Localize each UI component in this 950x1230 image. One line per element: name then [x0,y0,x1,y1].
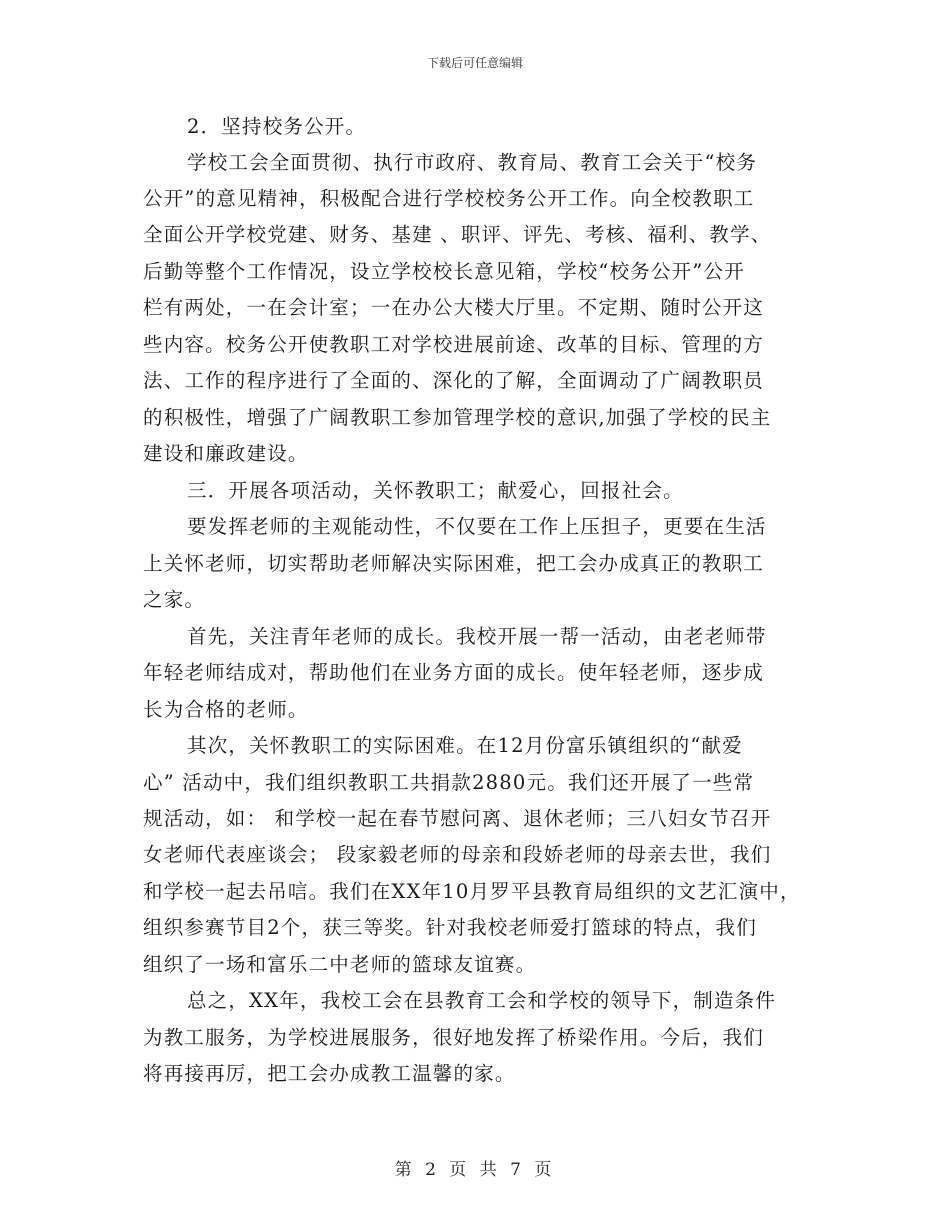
paragraph-line: 女老师代表座谈会； 段家毅老师的母亲和段娇老师的母亲去世，我们 [143,843,772,866]
paragraph-line: 后勤等整个工作情况，设立学校校长意见箱，学校“校务公开”公开 [143,260,745,283]
paragraph-line: 建设和廉政建设。 [143,442,309,465]
paragraph-line: 为教工服务，为学校进展服务，很好地发挥了桥梁作用。今后，我们 [143,1026,765,1049]
section-heading: 2．坚持校务公开。 [187,115,367,138]
paragraph-line: 栏有两处，一在会计室；一在办公大楼大厅里。不定期、随时公开这 [143,296,765,319]
paragraph-line: 长为合格的老师。 [143,698,309,721]
paragraph-line: 上关怀老师，切实帮助老师解决实际困难，把工会办成真正的教职工 [143,552,765,575]
paragraph-line: 其次，关怀教职工的实际困难。在12月份富乐镇组织的“献爱 [187,734,743,757]
paragraph-line: 学校工会全面贯彻、执行市政府、教育局、教育工会关于“校务 [187,151,758,174]
page-header: 下载后可任意编辑 [426,56,523,70]
paragraph-line: 将再接再厉，把工会办成教工温馨的家。 [143,1062,516,1085]
paragraph-line: 首先，关注青年老师的成长。我校开展一帮一活动，由老老师带 [187,625,767,648]
section-heading: 三．开展各项活动，关怀教职工；献爱心，回报社会。 [187,479,684,502]
paragraph-line: 之家。 [143,588,206,611]
paragraph-line: 组织了一场和富乐二中老师的篮球友谊赛。 [143,953,537,976]
paragraph-line: 组织参赛节目2个，获三等奖。针对我校老师爱打篮球的特点，我们 [143,916,757,939]
paragraph-line: 心” 活动中，我们组织教职工共捐款2880元。我们还开展了一些常 [143,771,755,794]
paragraph-line: 年轻老师结成对，帮助他们在业务方面的成长。使年轻老师，逐步成 [143,661,765,684]
paragraph-line: 要发挥老师的主观能动性，不仅要在工作上压担子，更要在生活 [187,515,767,538]
paragraph-line: 公开”的意见精神，积极配合进行学校校务公开工作。向全校教职工 [143,187,755,210]
paragraph-line: 些内容。校务公开使教职工对学校进展前途、改革的目标、管理的方 [143,333,765,356]
paragraph-line: 总之，XX年，我校工会在县教育工会和学校的领导下，制造条件 [187,989,777,1012]
paragraph-line: 全面公开学校党建、财务、基建 、职评、评先、考核、福利、教学、 [143,223,772,246]
paragraph-line: 法、工作的程序进行了全面的、深化的了解，全面调动了广阔教职员 [143,369,765,392]
page-footer: 第 2 页 共 7 页 [394,1160,556,1180]
paragraph-line: 规活动，如： 和学校一起在春节慰问离、退休老师；三八妇女节召开 [143,807,772,830]
paragraph-line: 的积极性，增强了广阔教职工参加管理学校的意识,加强了学校的民主 [143,406,772,429]
paragraph-line: 和学校一起去吊唁。我们在XX年10月罗平县教育局组织的文艺汇演中， [143,880,801,903]
